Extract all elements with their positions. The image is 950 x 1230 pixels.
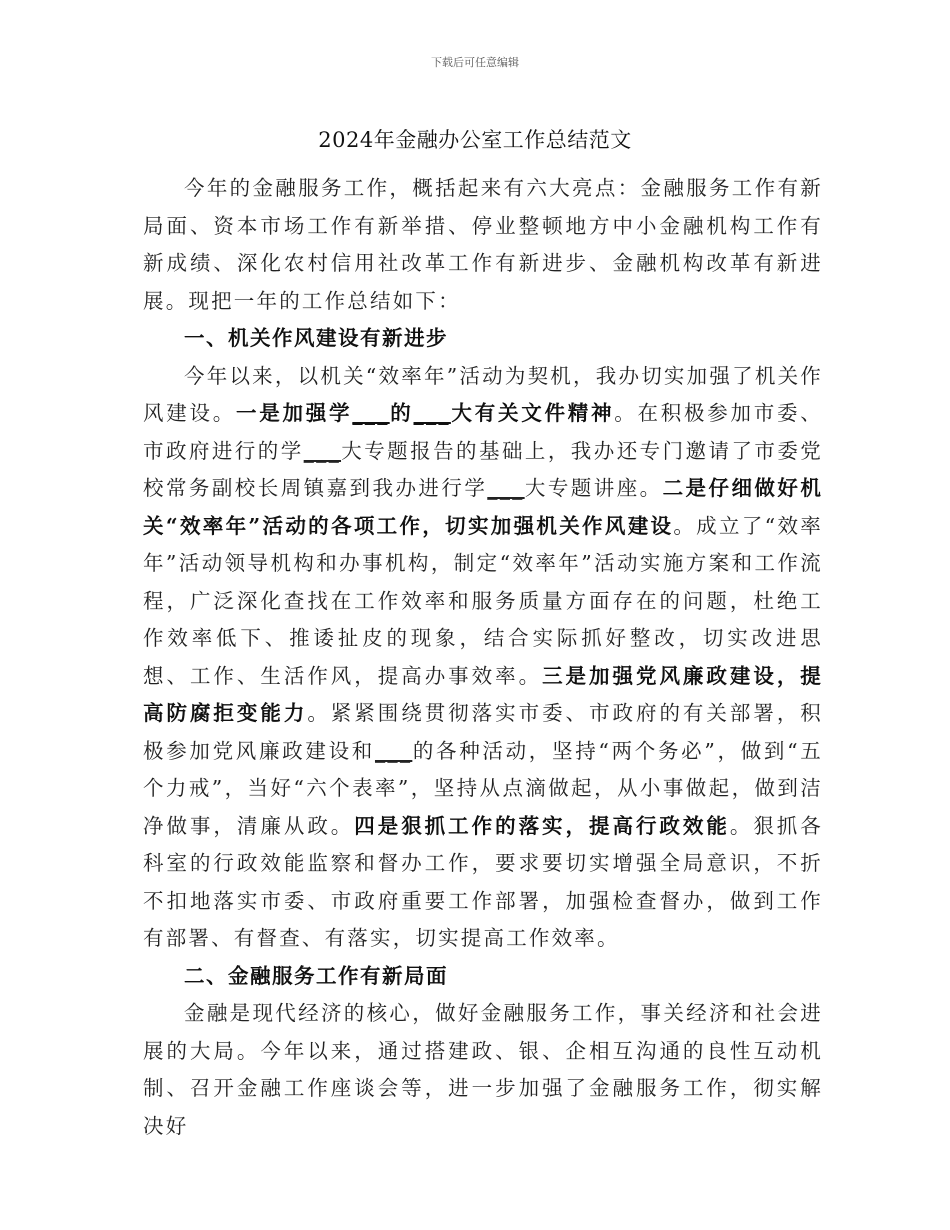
section-2-paragraph: 金融是现代经济的核心，做好金融服务工作，事关经济和社会进展的大局。今年以来，通过搭建政、银、企相互沟通的良性互动机制、召开金融工作座谈会等，进一步加强了金融服务工作，彻实解决好 [143, 1001, 823, 1138]
bold-point-4: 四是狠抓工作的落实，提高行政效能 [354, 813, 730, 838]
section-1-paragraph [143, 358, 823, 958]
bold-text: 的 [389, 401, 414, 425]
blank-underline: ___ [413, 401, 451, 425]
page-header-note: 下载后可任意编辑 [431, 56, 519, 69]
text-segment: 今年以来，以机关“效率年”活动为契机，我办切实加强了机关作风建设。 [143, 363, 823, 425]
bold-text: 大有关文件精神 [450, 401, 615, 425]
bold-point-2: 二是仔细做好机关“效率年”活动的各项工作，切实加强机关作风建设 [143, 476, 824, 538]
text-segment: 。狠抓各科室的行政效能监察和督办工作，要求要切实增强全局意识，不折不扣地落实市委、市政府重要工作部署，加强检查督办，做到工作有部署、有督查、有落实，切实提高工作效率。 [143, 813, 823, 950]
text-segment: 的各种活动，坚持“两个务必”，做到“五个力戒”，当好“六个表率”，坚持从点滴做起，从小事做起，做到洁净做事，清廉从政。 [143, 738, 823, 838]
text-segment: 。成立了“效率年”活动领导机构和办事机构，制定“效率年”活动实施方案和工作流程，广泛深化查找在工作效率和服务质量方面存在的问题，杜绝工作效率低下、推诿扯皮的现象，结合实际抓好整改，切实改进思想、工作、生活作风，提高办事效率。 [143, 513, 823, 688]
intro-paragraph: 今年的金融服务工作，概括起来有六大亮点：金融服务工作有新局面、资本市场工作有新举措、停业整顿地方中小金融机构工作有新成绩、深化农村信用社改革工作有新进步、金融机构改革有新进展。现把一年的工作总结如下： [143, 176, 823, 313]
blank-underline: ___ [303, 438, 342, 463]
document-title: 2024年金融办公室工作总结范文 [318, 128, 632, 152]
section-1-heading: 一、机关作风建设有新进步 [184, 326, 448, 350]
section-2-heading: 二、金融服务工作有新局面 [184, 963, 448, 988]
bold-point-1 [236, 401, 614, 425]
text-segment: 。在积极参加市委、市政府进行的学 [143, 401, 823, 463]
bold-text: 一是加强学 [236, 401, 353, 425]
blank-underline: ___ [374, 738, 413, 763]
text-segment: 大专题报告的基础上，我办还专门邀请了市委党校常务副校长周镇嘉到我办进行学 [143, 438, 824, 500]
document-body [143, 170, 823, 1145]
text-segment: 大专题讲座。 [524, 476, 663, 500]
text-segment: 。紧紧围绕贯彻落实市委、市政府的有关部署，积极参加党风廉政建设和 [143, 701, 823, 763]
bold-point-3: 三是加强党风廉政建设，提高防腐拒变能力 [143, 663, 823, 725]
blank-underline: ___ [352, 401, 390, 425]
blank-underline: ___ [487, 476, 525, 500]
